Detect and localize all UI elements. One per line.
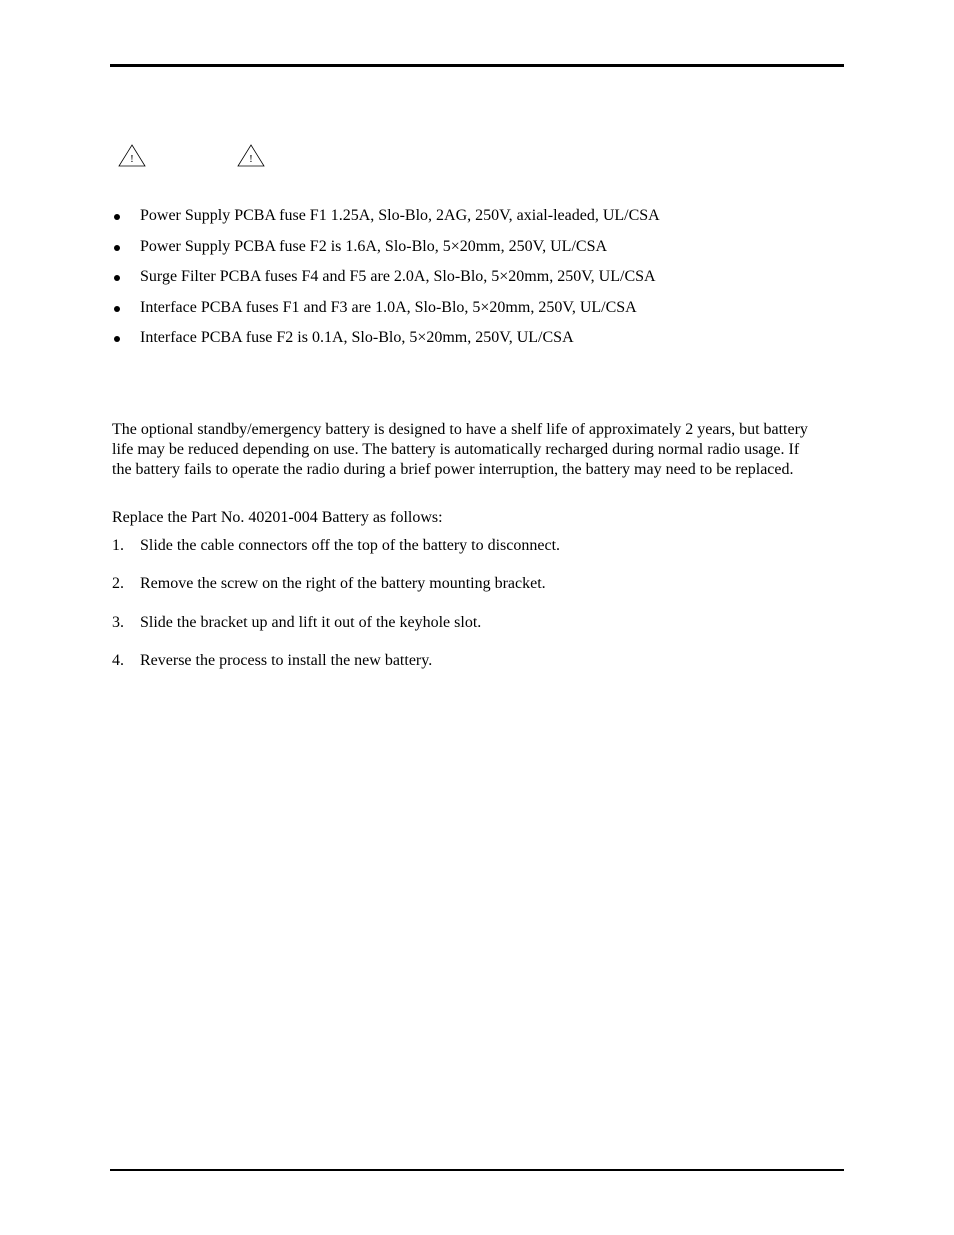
step-item — [112, 612, 832, 650]
list-item — [110, 236, 844, 267]
footer-rule — [110, 1169, 844, 1171]
step-text: Slide the cable connectors off the top of the battery to disconnect. — [140, 537, 561, 554]
fuse-text: Interface PCBA fuse F2 is 0.1A, Slo-Blo, 5×20mm, 250V, UL/CSA — [140, 329, 574, 346]
fuse-text: Power Supply PCBA fuse F2 is 1.6A, Slo-Blo, 5×20mm, 250V, UL/CSA — [140, 237, 608, 255]
fuse-text: Surge Filter PCBA fuses F4 and F5 are 2.0A, Slo-Blo, 5×20mm, 250V, UL/CSA — [140, 268, 656, 285]
list-item — [110, 266, 844, 297]
svg-text:!: ! — [249, 153, 253, 165]
step-text: Remove the screw on the right of the battery mounting bracket. — [140, 575, 546, 593]
warning-icon — [237, 144, 265, 168]
step-number: 1. — [112, 537, 124, 554]
header-rule — [110, 64, 844, 67]
bullet-icon — [114, 306, 120, 312]
step-text: Slide the bracket up and lift it out of the keyhole slot. — [140, 613, 482, 631]
bullet-icon — [114, 214, 120, 220]
bullet-icon — [114, 336, 120, 342]
step-number: 2. — [112, 575, 124, 593]
list-item — [110, 327, 844, 358]
step-number: 3. — [112, 613, 124, 631]
warning-icon — [118, 144, 146, 168]
step-text: Reverse the process to install the new battery. — [140, 651, 433, 669]
bullet-icon — [114, 245, 120, 251]
list-item — [110, 205, 844, 236]
step-item — [112, 650, 832, 688]
fuse-text: Interface PCBA fuses F1 and F3 are 1.0A, Slo-Blo, 5×20mm, 250V, UL/CSA — [140, 298, 637, 316]
battery-description: The optional standby/emergency battery is designed to have a shelf life of approximately 2 years, but battery life may be reduced depending on use. The battery is automatically recharged during normal radio usage. If the battery fails to operate the radio during a brief power interruption, the battery may need to be replaced. — [112, 421, 808, 478]
list-item — [110, 297, 844, 328]
fuse-list — [110, 205, 844, 358]
step-number: 4. — [112, 651, 124, 669]
battery-steps — [112, 535, 832, 688]
svg-text:!: ! — [130, 153, 134, 165]
step-item — [112, 535, 832, 573]
battery-replace-intro: Replace the Part No. 40201-004 Battery as follows: — [112, 509, 443, 526]
fuse-text: Power Supply PCBA fuse F1 1.25A, Slo-Blo, 2AG, 250V, axial-leaded, UL/CSA — [140, 207, 660, 224]
bullet-icon — [114, 275, 120, 281]
step-item — [112, 573, 832, 611]
